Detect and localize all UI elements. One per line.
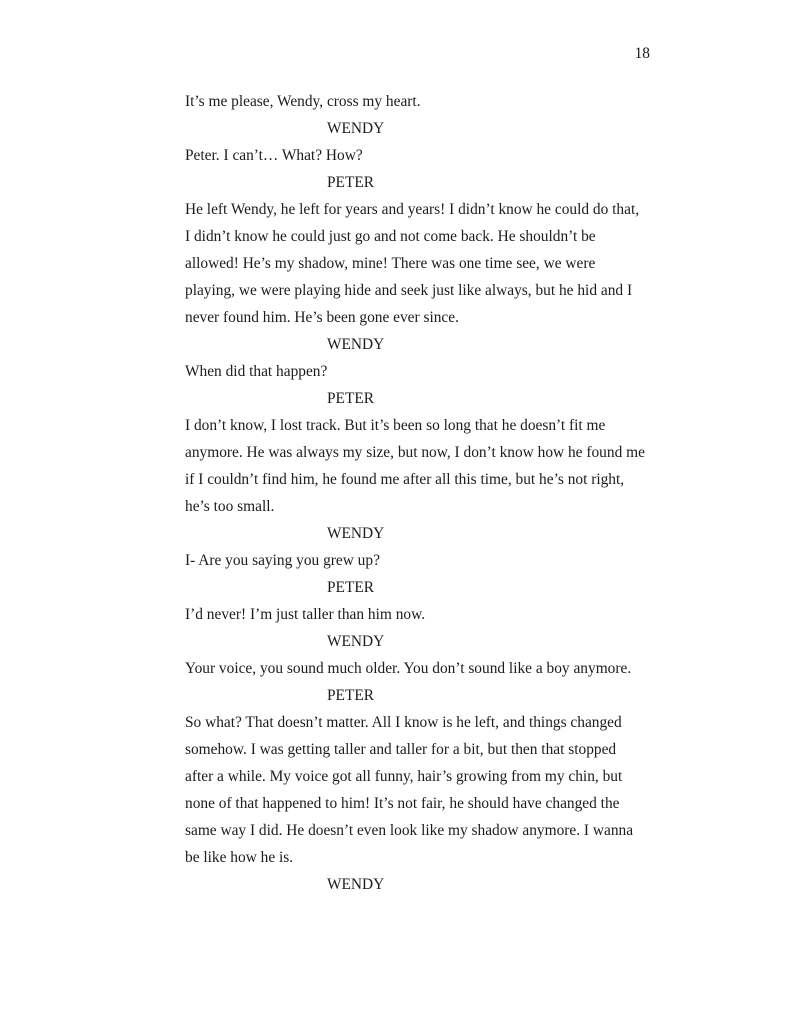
dialogue-line: after a while. My voice got all funny, hair’s growing from my chin, but — [185, 768, 623, 785]
dialogue-line: It’s me please, Wendy, cross my heart. — [185, 93, 421, 110]
page-number: 18 — [634, 45, 650, 62]
dialogue-line: none of that happened to him! It’s not fair, he should have changed the — [185, 795, 620, 812]
character-cue: WENDY — [327, 120, 385, 137]
dialogue-line: somehow. I was getting taller and taller for a bit, but then that stopped — [185, 741, 617, 758]
dialogue-line: anymore. He was always my size, but now, I don’t know how he found me — [185, 444, 645, 461]
dialogue-line: Peter. I can’t… What? How? — [185, 147, 363, 164]
character-cue: PETER — [327, 174, 375, 191]
character-cue: WENDY — [327, 336, 385, 353]
dialogue-line: When did that happen? — [185, 363, 328, 380]
character-cue: WENDY — [327, 633, 385, 650]
character-cue: WENDY — [327, 876, 385, 893]
dialogue-line: I- Are you saying you grew up? — [185, 552, 380, 569]
dialogue-line: same way I did. He doesn’t even look like my shadow anymore. I wanna — [185, 822, 634, 839]
dialogue-line: never found him. He’s been gone ever since. — [185, 309, 459, 326]
dialogue-line: allowed! He’s my shadow, mine! There was one time see, we were — [185, 255, 596, 272]
dialogue-line: I’d never! I’m just taller than him now. — [185, 606, 426, 623]
character-cue: PETER — [327, 390, 375, 407]
script-content — [185, 88, 667, 898]
dialogue-line: Your voice, you sound much older. You don’t sound like a boy anymore. — [185, 660, 632, 677]
dialogue-line: I didn’t know he could just go and not come back. He shouldn’t be — [185, 228, 596, 245]
dialogue-line: if I couldn’t find him, he found me after all this time, but he’s not right, — [185, 471, 625, 488]
dialogue-line: playing, we were playing hide and seek just like always, but he hid and I — [185, 282, 633, 299]
dialogue-line: I don’t know, I lost track. But it’s been so long that he doesn’t fit me — [185, 417, 606, 434]
dialogue-line: So what? That doesn’t matter. All I know is he left, and things changed — [185, 714, 622, 731]
dialogue-line: He left Wendy, he left for years and years! I didn’t know he could do that, — [185, 201, 640, 218]
character-cue: PETER — [327, 579, 375, 596]
character-cue: PETER — [327, 687, 375, 704]
dialogue-line: be like how he is. — [185, 849, 294, 866]
character-cue: WENDY — [327, 525, 385, 542]
dialogue-line: he’s too small. — [185, 498, 275, 515]
